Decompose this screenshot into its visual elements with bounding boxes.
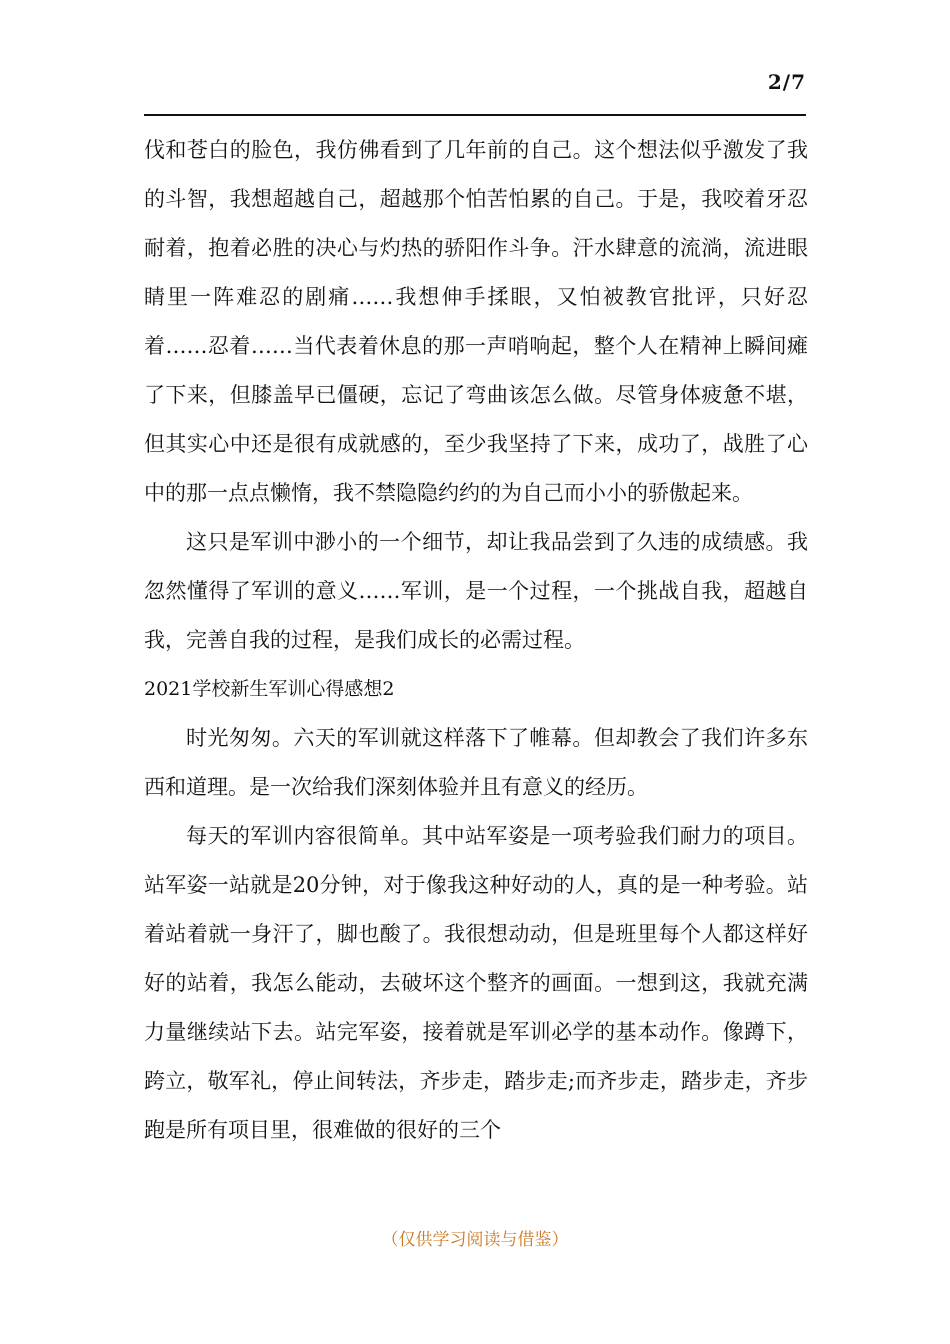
- footer-note: （仅供学习阅读与借鉴）: [381, 1230, 569, 1250]
- paragraph-reflection: 这只是军训中渺小的一个细节，却让我品尝到了久违的成绩感。我忽然懂得了军训的意义……军训，是一个过程，一个挑战自我，超越自我，完善自我的过程，是我们成长的必需过程。: [144, 530, 808, 652]
- paragraph-training: 每天的军训内容很简单。其中站军姿是一项考验我们耐力的项目。站军姿一站就是20分钟，对于像我这种好动的人，真的是一种考验。站着站着就一身汗了，脚也酸了。我很想动动，但是班里每个人都这样好好的站着，我怎么能动，去破坏这个整齐的画面。一想到这，我就充满力量继续站下去。站完军姿，接着就是军训必学的基本动作。像蹲下，跨立，敬军礼，停止间转法，齐步走，踏步走;而齐步走，踏步走，齐步跑是所有项目里，很难做的很好的三个: [144, 824, 808, 1142]
- paragraph-continued: 伐和苍白的脸色，我仿佛看到了几年前的自己。这个想法似乎激发了我的斗智，我想超越自己，超越那个怕苦怕累的自己。于是，我咬着牙忍耐着，抱着必胜的决心与灼热的骄阳作斗争。汗水肆意的流淌，流进眼睛里一阵难忍的剧痛……我想伸手揉眼，又怕被教官批评，只好忍着……忍着……当代表着休息的那一声哨响起，整个人在精神上瞬间瘫了下来，但膝盖早已僵硬，忘记了弯曲该怎么做。尽管身体疲惫不堪，但其实心中还是很有成就感的，至少我坚持了下来，成功了，战胜了心中的那一点点懒惰，我不禁隐隐约约的为自己而小小的骄傲起来。: [144, 138, 808, 505]
- body-text: [144, 126, 808, 1155]
- header-rule: [144, 114, 806, 116]
- paragraph-intro: 时光匆匆。六天的军训就这样落下了帷幕。但却教会了我们许多东西和道理。是一次给我们深刻体验并且有意义的经历。: [144, 726, 808, 799]
- page-number: 2/7: [767, 70, 806, 94]
- section-heading: 2021学校新生军训心得感想2: [144, 678, 395, 700]
